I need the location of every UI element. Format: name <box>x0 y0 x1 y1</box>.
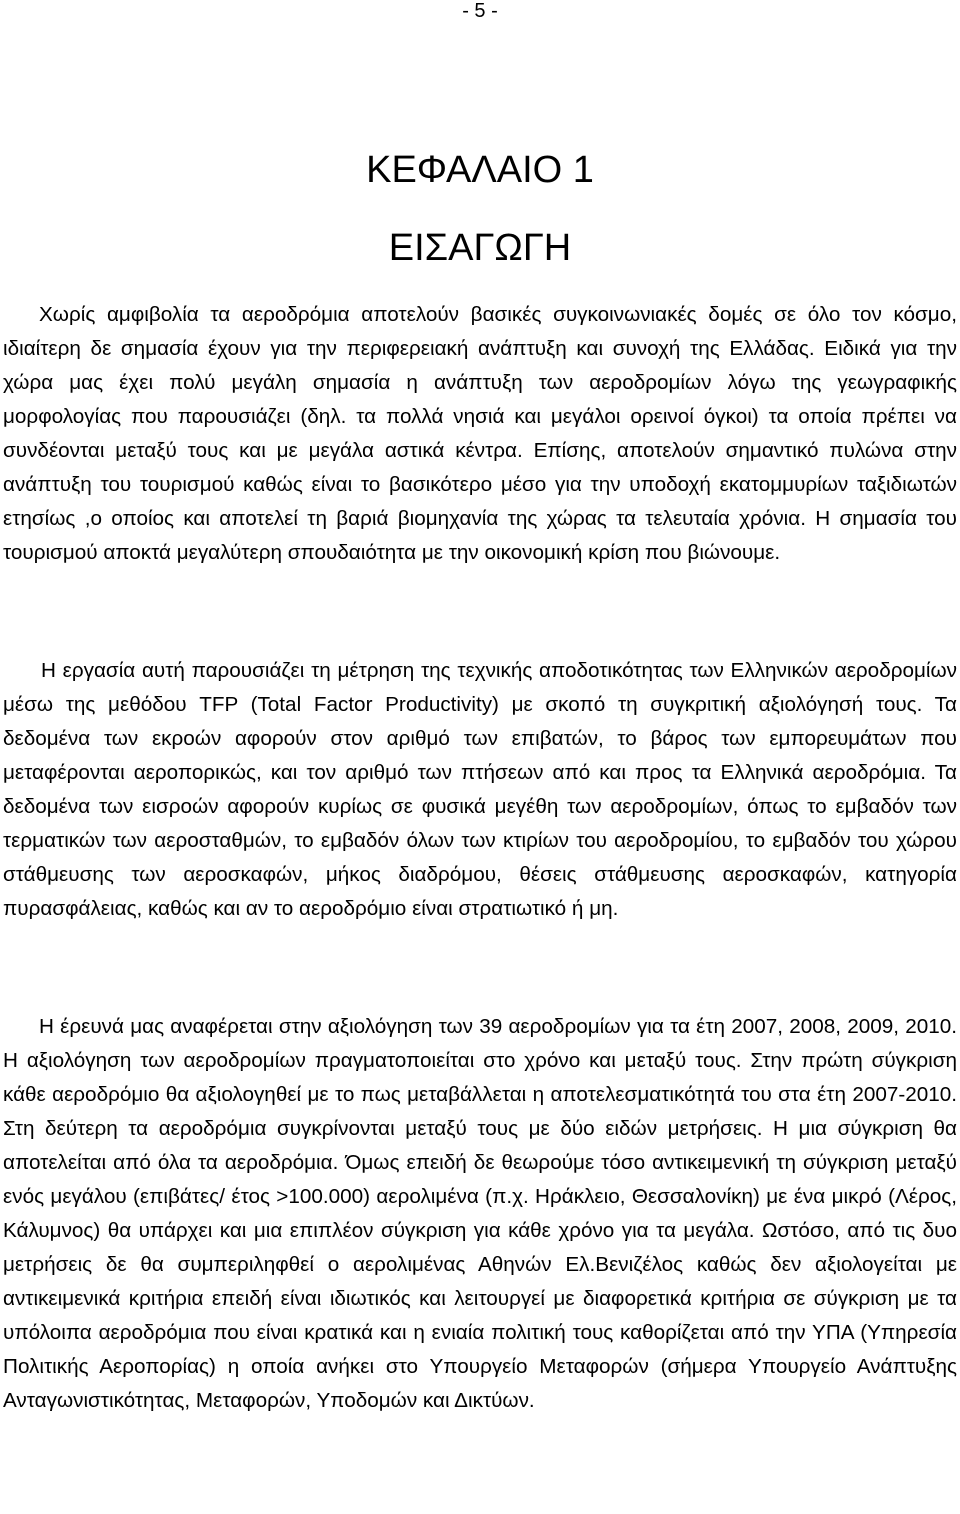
chapter-title: ΚΕΦΑΛΑΙΟ 1 <box>366 149 594 191</box>
paragraph-intro: Χωρίς αμφιβολία τα αεροδρόμια αποτελούν βασικές συγκοινωνιακές δομές σε όλο τον κόσμο, ιδιαίτερη δε σημασία έχουν για την περιφερειακή ανάπτυξη και συνοχή της Ελλάδας. Ειδικά για την χώρα μας έχει πολύ μεγάλη σημασία η ανάπτυξη των αεροδρομίων λόγω της γεωγραφικής μορφολογίας που παρουσιάζει (δηλ. τα πολλά νησιά και μεγάλοι ορεινοί όγκοι) τα οποία πρέπει να συνδέονται μεταξύ τους και με μεγάλα αστικά κέντρα. Επίσης, αποτελούν σημαντικό πυλώνα στην ανάπτυξη του τουρισμού καθώς είναι το βασικότερο μέσο για την υποδοχή εκατομμυρίων ταξιδιωτών ετησίως ,ο οποίος και αποτελεί τη βαριά βιομηχανία της χώρας τα τελευταία χρόνια. Η σημασία του τουρισμού αποκτά μεγαλύτερη σπουδαιότητα με την οικονομική κρίση που βιώνουμε. <box>3 303 957 564</box>
paragraph-method: Η εργασία αυτή παρουσιάζει τη μέτρηση της τεχνικής αποδοτικότητας των Ελληνικών αεροδρομίων μέσω της μεθόδου TFP (Total Factor Productivity) με σκοπό τη συγκριτική αξιολόγησή τους. Τα δεδομένα των εκροών αφορούν στον αριθμό των επιβατών, το βάρος των εμπορευμάτων που μεταφέρονται αεροπορικώς, και τον αριθμό των πτήσεων από και προς τα Ελληνικά αεροδρόμια. Τα δεδομένα των εισροών αφορούν κυρίως σε φυσικά μεγέθη των αεροδρομίων, όπως το εμβαδόν των τερματικών των αεροσταθμών, το εμβαδόν όλων των κτιρίων του αεροδρομίου, το εμβαδόν του χώρου στάθμευσης των αεροσκαφών, μήκος διαδρόμου, θέσεις στάθμευσης αεροσκαφών, κατηγορία πυρασφάλειας, καθώς και αν το αεροδρόμιο είναι στρατιωτικό ή μη. <box>3 659 957 920</box>
paragraph-research: Η έρευνά μας αναφέρεται στην αξιολόγηση των 39 αεροδρομίων για τα έτη 2007, 2008, 2009, 2010. Η αξιολόγηση των αεροδρομίων πραγματοποιείται στο χρόνο και μεταξύ τους. Στην πρώτη σύγκριση κάθε αεροδρόμιο θα αξιολογηθεί με το πως μεταβάλλεται η αποτελεσματικότητά του στα έτη 2007-2010. Στη δεύτερη τα αεροδρόμια συγκρίνονται μεταξύ τους με δύο ειδών μετρήσεις. Η μια σύγκριση θα αποτελείται από όλα τα αεροδρόμια. Όμως επειδή δε θεωρούμε τόσο αντικειμενική τη σύγκριση μεταξύ ενός μεγάλου (επιβάτες/ έτος >100.000) αερολιμένα (π.χ. Ηράκλειο, Θεσσαλονίκη) με ένα μικρό (Λέρος, Κάλυμνος) θα υπάρχει και μια επιπλέον σύγκριση για κάθε χρόνο για τα μεγάλα. Ωστόσο, από τις δυο μετρήσεις δε θα συμπεριληφθεί ο αερολιμένας Αθηνών Ελ.Βενιζέλος καθώς δεν αξιολογείται με αντικειμενικά κριτήρια επειδή είναι ιδιωτικός και λειτουργεί με διαφορετικά κριτήρια σε σύγκριση με τα υπόλοιπα αεροδρόμια που είναι κρατικά και η ενιαία πολιτική τους καθορίζεται από την ΥΠΑ (Υπηρεσία Πολιτικής Αεροπορίας) η οποία ανήκει στο Υπουργείο Μεταφορών (σήμερα Υπουργείο Ανάπτυξης Ανταγωνιστικότητας, Μεταφορών, Υποδομών και Δικτύων. <box>3 1015 957 1412</box>
page-number: - 5 - <box>462 0 498 22</box>
section-title: ΕΙΣΑΓΩΓΗ <box>388 227 572 269</box>
